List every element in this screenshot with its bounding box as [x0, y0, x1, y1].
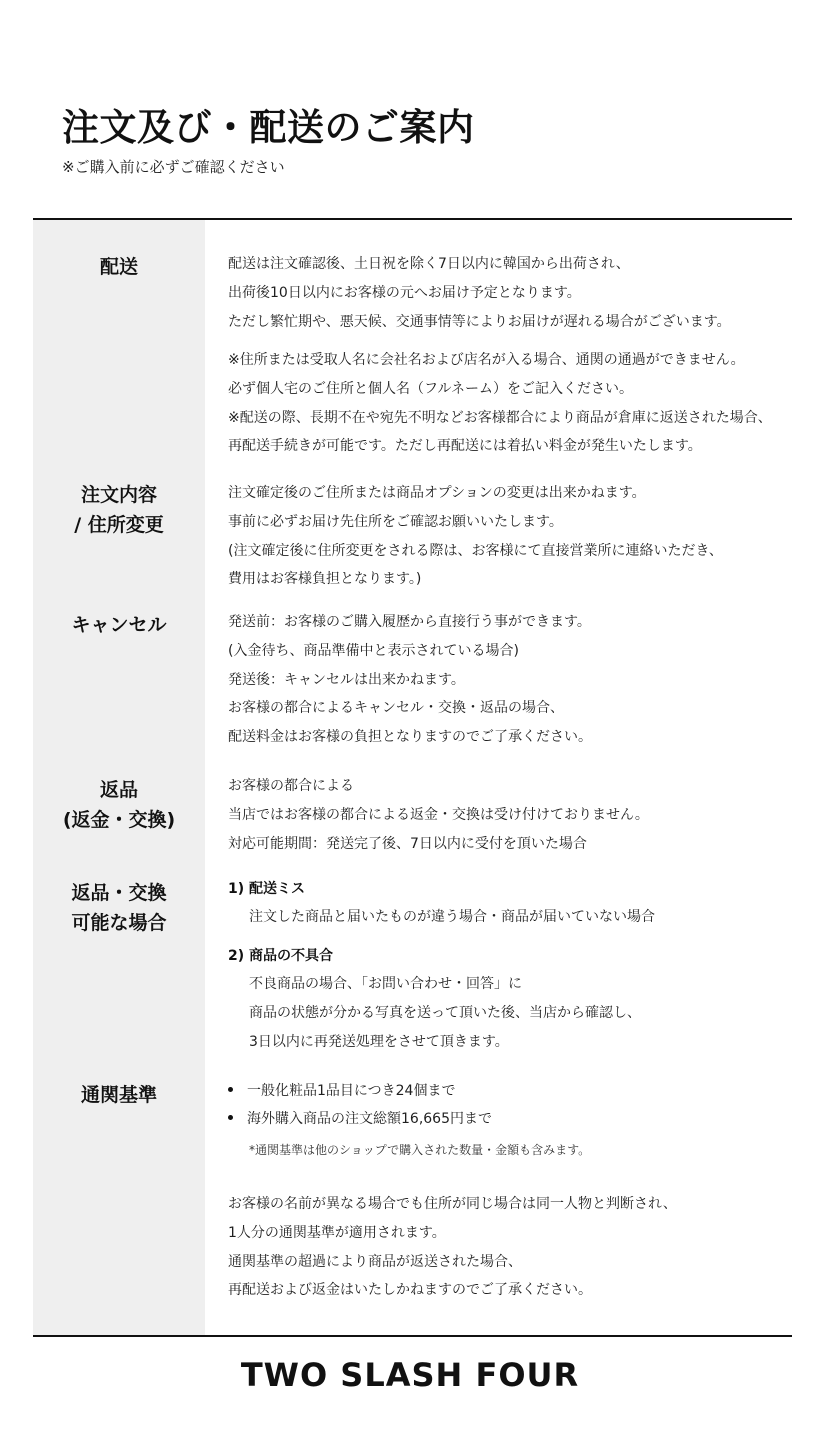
bullet-dot-icon [228, 1087, 233, 1092]
returns-para: お客様の都合による 当店ではお客様の都合による返金・交換は受け付けておりません。 対応可能期間：発送完了後、7日以内に受付を頂いた場合 [228, 778, 649, 852]
cancel-para: 発送前：お客様のご購入履歴から直接行う事ができます。 (入金待ち、商品準備中と表示されている場合) 発送後：キャンセルは出来かねます。 お客様の都合によるキャンセル・交換・返品の場合、 配送料金はお客様の負担となりますのでご了承ください。 [228, 614, 592, 746]
section-label-customs: 通関基準 [80, 1084, 157, 1106]
customs-para: お客様の名前が異なる場合でも住所が同じ場合は同一人物と判断され、 1人分の通関基準が適用されます。 通関基準の超過により商品が返送された場合、 再配送および返金はいたしかねますのでご了承ください。 [228, 1196, 677, 1299]
section-label-return-cases: 返品・交換 可能な場合 [71, 882, 167, 934]
section-label-returns: 返品 (返金・交換) [62, 779, 176, 831]
customs-note: *通関基準は他のショップで購入された数量・金額も含みます。 [249, 1143, 591, 1157]
page-title: 注文及び・配送のご案内 [62, 106, 475, 149]
section-label-shipping: 配送 [99, 256, 138, 278]
shipping-para-1: 配送は注文確認後、土日祝を除く7日以内に韓国から出荷され、 出荷後10日以内にお客様の元へお届け予定となります。 ただし繁忙期や、悪天候、交通事情等によりお届けが遅れる場合がございます。 [228, 256, 731, 330]
order-change-para: 注文確定後のご住所または商品オプションの変更は出来かねます。 事前に必ずお届け先住所をご確認お願いいたします。 (注文確定後に住所変更をされる際は、お客様にて直接営業所に連絡いただき、 費用はお客様負担となります。) [228, 485, 723, 588]
section-label-cancel: キャンセル [71, 614, 167, 636]
bottom-divider [33, 1335, 792, 1337]
bullet-dot-icon [228, 1115, 233, 1120]
page-subtitle: ※ご購入前に必ずご確認ください [62, 158, 285, 176]
return-case-1-body: 注文した商品と届いたものが違う場合・商品が届いていない場合 [249, 909, 655, 925]
section-label-order-change: 注文内容 / 住所変更 [74, 484, 164, 536]
return-case-2-body: 不良商品の場合、「お問い合わせ・回答」に 商品の状態が分かる写真を送って頂いた後、当店から確認し、 3日以内に再発送処理をさせて頂きます。 [249, 976, 641, 1050]
brand-logo: TWO SLASH FOUR [240, 1356, 580, 1394]
customs-bullet: 海外購入商品の注文総額16,665円まで [228, 1105, 492, 1133]
customs-bullet: 一般化粧品1品目につき24個まで [228, 1077, 455, 1105]
return-case-2-heading: 2) 商品の不具合 [228, 948, 334, 964]
return-case-1-heading: 1) 配送ミス [228, 881, 306, 897]
shipping-para-2: ※住所または受取人名に会社名および店名が入る場合、通関の通過ができません。 必ず個人宅のご住所と個人名（フルネーム）をご記入ください。 ※配送の際、長期不在や宛先不明などお客様都合により商品が倉庫に返送された場合、 再配送手続きが可能です。ただし再配送には着払い料金が発生いたします。 [228, 352, 772, 455]
